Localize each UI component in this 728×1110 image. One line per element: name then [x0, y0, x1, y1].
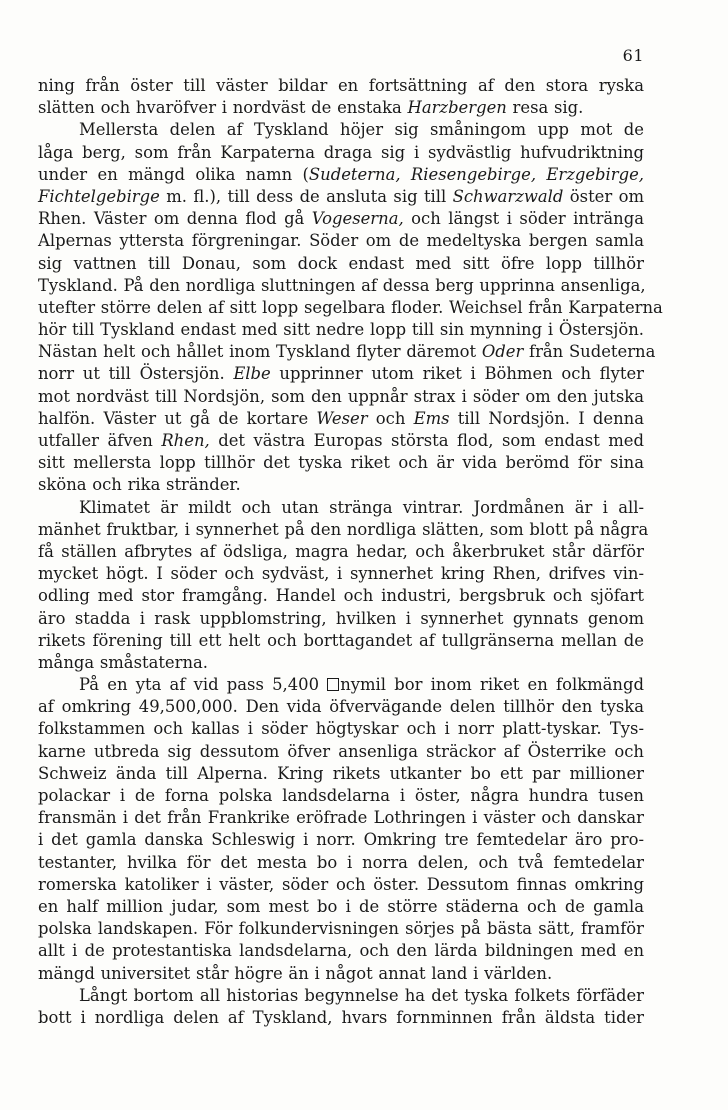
italic-text: Schwarzwald — [452, 186, 564, 206]
text-run: Mellersta delen af Tyskland höjer sig småningom upp mot de — [79, 120, 644, 140]
italic-text: Fichtelgebirge — [38, 186, 160, 206]
text-run: få ställen afbrytes af ödsliga, magra hedar, och åkerbruket står därför — [38, 541, 644, 561]
text-run: det västra Europas största flod, som endast med — [209, 431, 645, 450]
text-line — [38, 208, 644, 230]
text-line — [38, 230, 644, 252]
text-line — [38, 164, 644, 186]
text-run: en half million judar, som mest bo i de större städerna och de gamla — [38, 896, 644, 916]
text-run: Alpernas yttersta förgreningar. Söder om de medeltyska bergen samla — [38, 231, 644, 251]
text-line — [38, 763, 644, 785]
text-run: romerska katoliker i väster, söder och öster. Dessutom finnas omkring — [38, 874, 644, 894]
text-line — [38, 741, 644, 763]
italic-text: Weser — [316, 408, 368, 428]
text-line — [38, 896, 644, 918]
text-run: Klimatet är mildt och utan stränga vintrar. Jordmånen är i all- — [79, 497, 644, 517]
text-line — [38, 874, 644, 896]
text-run: låga berg, som från Karpaterna draga sig i sydvästlig hufvudriktning — [38, 142, 644, 162]
text-run: mot nordväst till Nordsjön, som den uppnår strax i söder om den jutska — [38, 386, 644, 406]
text-line — [38, 630, 644, 652]
text-line — [38, 807, 644, 829]
text-line — [38, 785, 644, 807]
text-run: rikets förening till ett helt och borttagandet af tullgränserna mellan de — [38, 630, 644, 650]
italic-text: Oder — [481, 342, 524, 362]
text-run: slätten och hvaröfver i nordväst de enstaka — [38, 98, 408, 118]
text-line — [38, 119, 644, 141]
text-line — [38, 297, 663, 319]
text-run: öster om — [563, 186, 644, 206]
text-line — [38, 253, 644, 275]
text-run: odling med stor framgång. Handel och industri, bergsbruk och sjöfart — [38, 586, 644, 606]
text-run: utfaller äfven — [38, 431, 162, 450]
text-run: polackar i de forna polska landsdelarna i öster, några hundra tusen — [38, 786, 644, 805]
text-run: bott i nordliga delen af Tyskland, hvars fornminnen från äldsta tider — [38, 1007, 644, 1027]
text-run: af omkring 49,500,000. Den vida öfvervägande delen tillhör den tyska — [38, 697, 644, 717]
square-symbol-icon — [327, 678, 339, 691]
italic-text: Sudeterna, Riesengebirge, Erzgebirge, — [308, 164, 644, 184]
text-run: norr ut till Östersjön. — [38, 364, 234, 384]
text-line — [38, 963, 644, 985]
text-line — [38, 275, 644, 297]
text-line — [38, 829, 644, 851]
text-run: till Nordsjön. I denna — [449, 408, 644, 428]
text-run: mänhet fruktbar, i synnerhet på den nordliga slätten, som blott på några — [38, 519, 649, 539]
text-run: Schweiz ända till Alperna. Kring rikets utkanter bo ett par millioner — [38, 763, 644, 783]
text-run: Rhen. Väster om denna flod gå — [38, 209, 312, 229]
text-run: folkstammen och kallas i söder högtyskar och i norr platt-tyskar. Tys- — [38, 719, 644, 739]
text-line — [38, 718, 644, 740]
text-run: hör till Tyskland endast med sitt nedre lopp till sin mynning i Östersjön. — [38, 320, 644, 340]
italic-text: Ems — [413, 408, 450, 428]
text-run: nymil bor inom riket en folkmängd — [340, 675, 644, 695]
text-line — [38, 985, 644, 1007]
body-text — [38, 75, 663, 1029]
text-run: många småstaterna. — [38, 652, 209, 672]
text-line — [38, 652, 644, 674]
text-run: i det gamla danska Schleswig i norr. Omkring tre femtedelar äro pro- — [38, 830, 644, 850]
text-line — [38, 541, 644, 563]
text-run: allt i de protestantiska landsdelarna, och den lärda bildningen med en — [38, 941, 644, 961]
text-run: sköna och rika stränder. — [38, 475, 241, 495]
text-line — [38, 386, 644, 408]
text-line — [38, 142, 644, 164]
text-run: På en yta af vid pass 5,400 — [79, 675, 328, 695]
text-run: mängd universitet står högre än i något annat land i världen. — [38, 963, 553, 983]
text-line — [38, 563, 644, 585]
text-run: Nästan helt och hållet inom Tyskland flyter däremot — [38, 342, 482, 362]
italic-text: Vogeserna, — [311, 209, 404, 229]
text-line — [38, 75, 644, 97]
text-run: Tyskland. På den nordliga sluttningen af dessa berg upprinna ansenliga, — [38, 275, 646, 295]
text-line — [38, 852, 644, 874]
text-run: Långt bortom all historias begynnelse ha det tyska folkets förfäder — [79, 985, 644, 1005]
text-line — [38, 585, 644, 607]
text-run: upprinner utom riket i Böhmen och flyter — [270, 364, 644, 384]
text-line — [38, 97, 644, 119]
text-run: sig vattnen till Donau, som dock endast med sitt öfre lopp tillhör — [38, 253, 644, 273]
text-run: resa sig. — [506, 98, 584, 118]
text-line — [38, 408, 644, 430]
text-run: ning från öster till väster bildar en fortsättning af den stora ryska — [38, 76, 644, 95]
text-run: och — [367, 408, 414, 428]
text-line — [38, 341, 656, 363]
italic-text: Harzbergen — [407, 98, 507, 118]
text-line — [38, 186, 644, 208]
text-run: sitt mellersta lopp tillhör det tyska riket och är vida berömd för sina — [38, 453, 644, 473]
text-run: från Sudeterna — [523, 342, 656, 362]
text-line — [38, 1007, 644, 1029]
italic-text: Elbe — [233, 364, 271, 384]
text-line — [38, 497, 644, 519]
text-run: halfön. Väster ut gå de kortare — [38, 408, 317, 428]
text-run: polska landskapen. För folkundervisningen sörjes på bästa sätt, framför — [38, 919, 644, 939]
text-line — [38, 674, 644, 696]
text-run: testanter, hvilka för det mesta bo i norra delen, och två femtedelar — [38, 852, 644, 872]
text-run: mycket högt. I söder och sydväst, i synnerhet kring Rhen, drifves vin- — [38, 564, 644, 584]
text-run: och längst i söder intränga — [403, 209, 645, 229]
text-line — [38, 363, 644, 385]
text-run: karne utbreda sig dessutom öfver ansenliga sträckor af Österrike och — [38, 741, 644, 761]
italic-text: Rhen, — [161, 431, 210, 450]
text-run: äro stadda i rask uppblomstring, hvilken i synnerhet gynnats genom — [38, 608, 644, 628]
text-line — [38, 918, 644, 940]
text-line — [38, 696, 644, 718]
text-line — [38, 430, 644, 452]
text-line — [38, 608, 644, 630]
text-run: under en mängd olika namn ( — [38, 164, 309, 184]
text-line — [38, 940, 644, 962]
text-run: fransmän i det från Frankrike eröfrade Lothringen i väster och danskar — [38, 808, 644, 828]
text-run: m. fl.), till dess de ansluta sig till — [159, 186, 453, 206]
page-number: 61 — [622, 46, 644, 65]
text-run: utefter större delen af sitt lopp segelbara floder. Weichsel från Karpaterna — [38, 297, 663, 317]
text-line — [38, 452, 644, 474]
text-line — [38, 519, 649, 541]
text-line — [38, 319, 644, 341]
text-line — [38, 474, 644, 496]
